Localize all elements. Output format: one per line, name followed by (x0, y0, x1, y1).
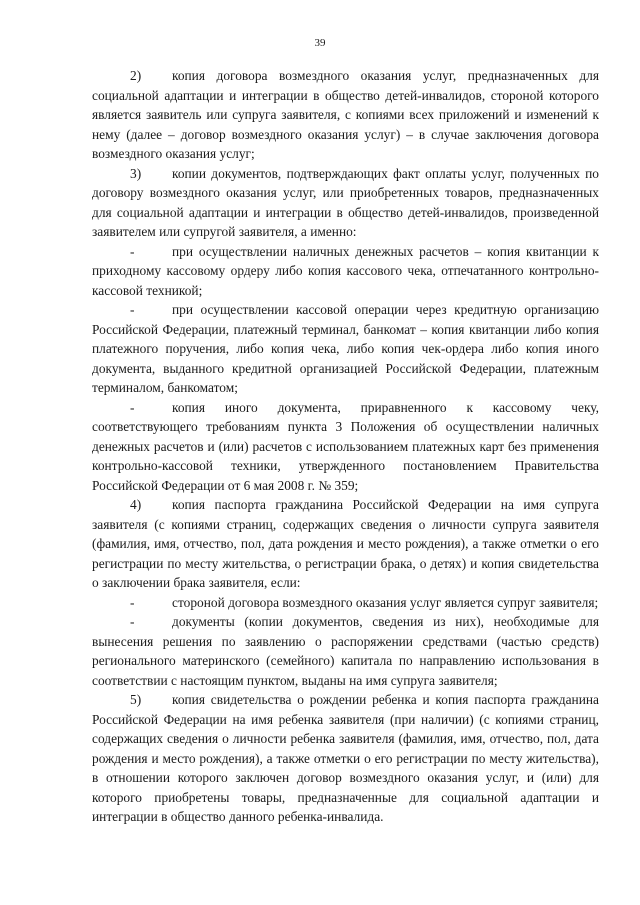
paragraph-item-5 (92, 690, 599, 827)
list-marker: 4) (130, 497, 142, 512)
paragraph-item-4 (92, 495, 599, 593)
paragraph-dash-cash (92, 242, 599, 301)
paragraph-text: стороной договора возмездного оказания услуг является супруг заявителя; (172, 594, 599, 610)
list-marker: - (130, 302, 135, 317)
paragraph-text: документы (копии документов, сведения из них), необходимые для вынесения решения по заявлению о распоряжении средствами (частью средств) регионального материнского (семейного) капитала по направлению использования в соответствии с настоящим пунктом, выданы на имя супруга заявителя; (92, 614, 599, 688)
list-marker: - (130, 594, 135, 610)
paragraph-item-3 (92, 164, 599, 242)
document-body (92, 66, 599, 827)
paragraph-dash-spouse-party (92, 593, 599, 613)
page-number: 39 (314, 37, 326, 49)
paragraph-dash-documents-issued (92, 612, 599, 690)
paragraph-dash-bank (92, 300, 599, 398)
list-marker: 5) (130, 692, 142, 707)
list-marker: 3) (130, 165, 142, 181)
paragraph-dash-other-document (92, 398, 599, 496)
list-marker: - (130, 399, 135, 415)
list-marker: - (130, 243, 135, 259)
list-marker: - (130, 614, 135, 629)
paragraph-text: копии документов, подтверждающих факт оплаты услуг, полученных по договору возмездного оказания услуг, или приобретенных товаров, предназначенных для социальной адаптации и интеграции в общество детей-инвалидов, произведенной заявителем или супругой заявителя, а именно: (92, 165, 599, 239)
paragraph-item-2 (92, 66, 599, 164)
paragraph-text: копия свидетельства о рождении ребенка и копия паспорта гражданина Российской Федерации на имя ребенка заявителя (при наличии) (с копиями страниц, содержащих сведения о личности ребенка заявителя (фамилия, имя, отчество, пол, дата рождения и место рождения), а также отметки о его регистрации по месту жительства), в отношении которого заключен договор возмездного оказания услуг, и (или) для которого приобретены товары, предназначенные для социальной адаптации и интеграции в общество данного ребенка-инвалида. (92, 692, 599, 824)
paragraph-text: при осуществлении кассовой операции через кредитную организацию Российской Федерации, платежный терминал, банкомат – копия квитанции либо копия платежного поручения, либо копия чека, либо копия чек-ордера либо копия иного документа, выданного кредитной организацией Российской Федерации, платежным терминалом, банкоматом; (92, 302, 599, 395)
paragraph-text: копия иного документа, приравненного к кассовому чеку, соответствующего требованиям пункта 3 Положения об осуществлении наличных денежных расчетов и (или) расчетов с использованием платежных карт без применения контрольно-кассовой техники, утвержденного постановлением Правительства Российской Федерации от 6 мая 2008 г. № 359; (92, 399, 599, 493)
paragraph-text: копия паспорта гражданина Российской Федерации на имя супруга заявителя (с копиями страниц, содержащих сведения о личности супруга заявителя (фамилия, имя, отчество, пол, дата рождения и место рождения), а также отметки о его регистрации по месту жительства, о регистрации брака, о детях) и копия свидетельства о заключении брака заявителя, если: (92, 497, 599, 590)
paragraph-text: копия договора возмездного оказания услуг, предназначенных для социальной адаптации и интеграции в общество детей-инвалидов, стороной которого является заявитель или супруга заявителя, с копиями всех приложений и изменений к нему (далее – договор возмездного оказания услуг) – в случае заключения договора возмездного оказания услуг; (92, 68, 599, 161)
paragraph-text: при осуществлении наличных денежных расчетов – копия квитанции к приходному кассовому ордеру либо копия кассового чека, отпечатанного контрольно-кассовой техникой; (92, 243, 599, 298)
list-marker: 2) (130, 68, 142, 83)
